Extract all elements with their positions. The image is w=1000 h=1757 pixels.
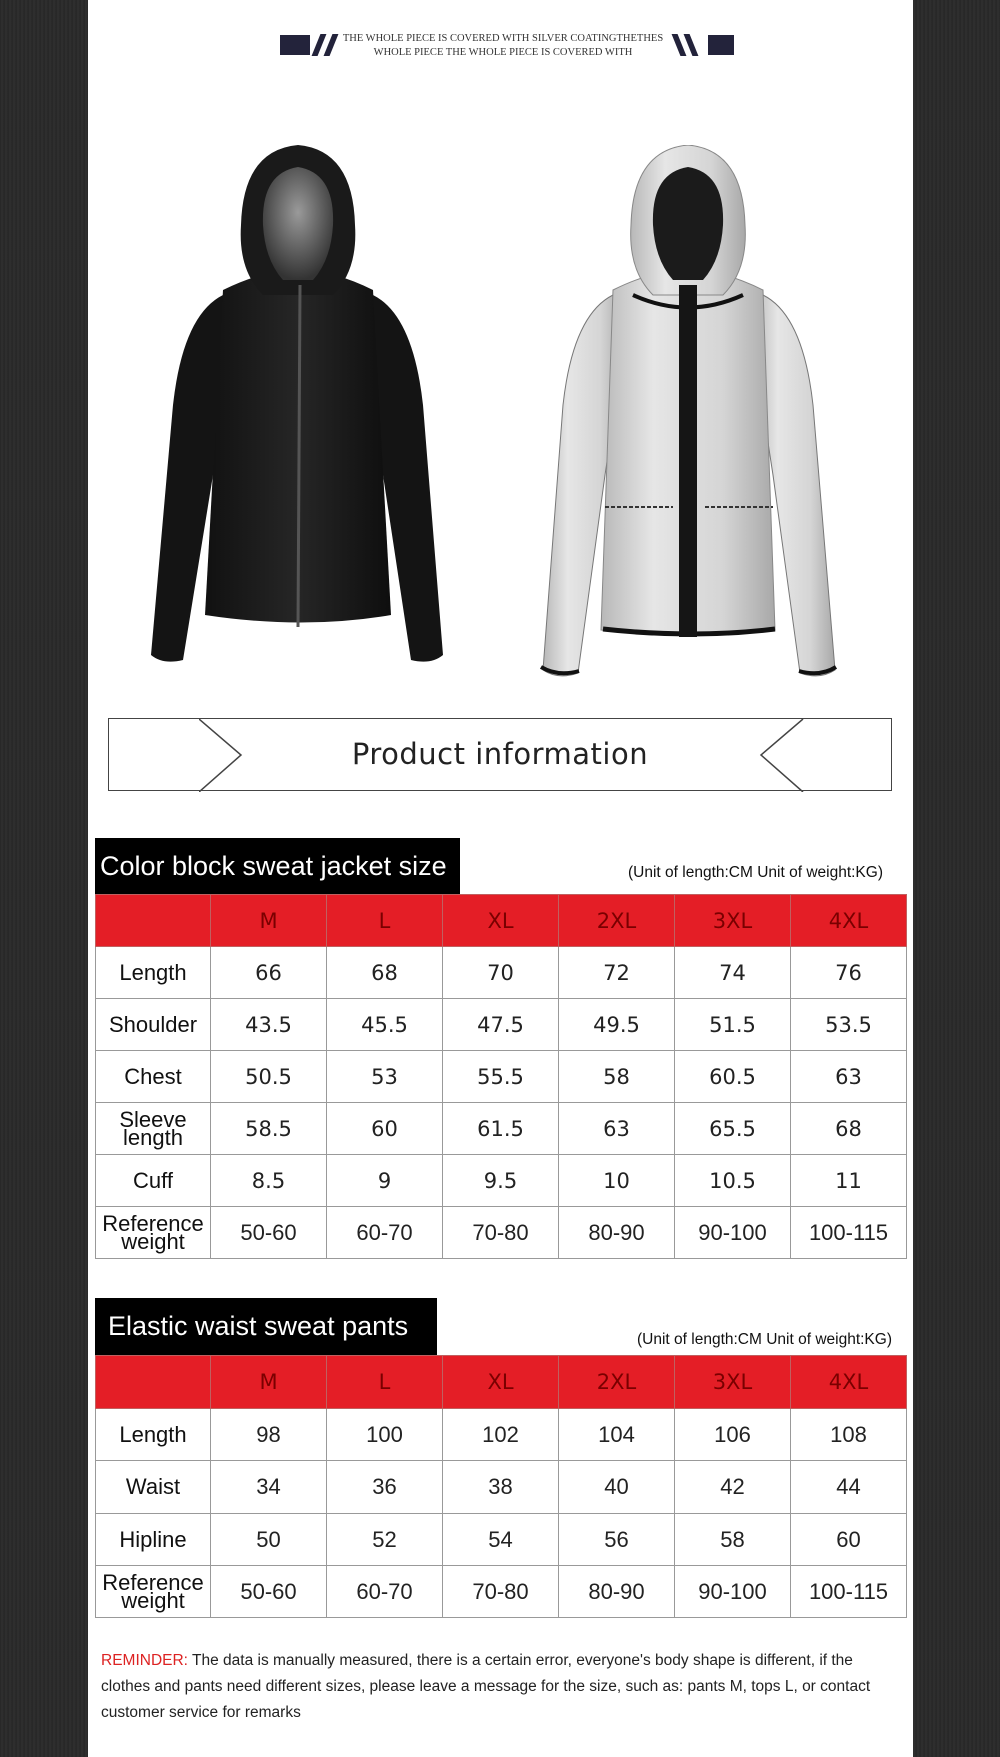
table-cell: 108 xyxy=(791,1409,907,1461)
jacket-table-title: Color block sweat jacket size xyxy=(95,838,460,895)
table-cell: 58 xyxy=(675,1514,791,1566)
table-cell: 60.5 xyxy=(675,1051,791,1103)
table-cell: 11 xyxy=(791,1155,907,1207)
table-cell: 68 xyxy=(791,1103,907,1155)
table-row xyxy=(96,947,907,999)
table-cell: 66 xyxy=(211,947,327,999)
reminder-note xyxy=(101,1648,901,1726)
table-cell: 36 xyxy=(327,1461,443,1514)
banner-stripe-right xyxy=(708,35,734,55)
table-cell: 52 xyxy=(327,1514,443,1566)
table-cell: 60 xyxy=(327,1103,443,1155)
jacket-size-table xyxy=(95,894,907,1259)
size-header-row xyxy=(96,1356,907,1409)
table-row xyxy=(96,1103,907,1155)
table-cell: 10 xyxy=(559,1155,675,1207)
table-cell: 65.5 xyxy=(675,1103,791,1155)
table-cell: 54 xyxy=(443,1514,559,1566)
size-header-cell: 4XL xyxy=(791,1356,907,1409)
table-cell: 100 xyxy=(327,1409,443,1461)
product-detail-page xyxy=(88,0,913,1757)
table-cell: 80-90 xyxy=(559,1566,675,1618)
table-cell: 40 xyxy=(559,1461,675,1514)
table-cell: 34 xyxy=(211,1461,327,1514)
section-title: Product information xyxy=(351,737,649,771)
table-cell: 98 xyxy=(211,1409,327,1461)
table-row xyxy=(96,1409,907,1461)
size-header-row xyxy=(96,895,907,947)
table-cell: 100-115 xyxy=(791,1566,907,1618)
product-photos xyxy=(88,130,913,690)
row-label: Sleeve length xyxy=(96,1103,211,1155)
pants-table-title: Elastic waist sweat pants xyxy=(95,1298,437,1355)
table-row xyxy=(96,1514,907,1566)
table-row xyxy=(96,1155,907,1207)
row-label: Hipline xyxy=(96,1514,211,1566)
table-cell: 60 xyxy=(791,1514,907,1566)
size-header-cell: XL xyxy=(443,1356,559,1409)
table-cell: 70-80 xyxy=(443,1566,559,1618)
row-label: Reference weight xyxy=(96,1566,211,1618)
size-header-cell: M xyxy=(211,1356,327,1409)
table-cell: 74 xyxy=(675,947,791,999)
table-cell: 76 xyxy=(791,947,907,999)
header-corner-cell xyxy=(96,895,211,947)
table-cell: 53 xyxy=(327,1051,443,1103)
pants-unit-note: (Unit of length:CM Unit of weight:KG) xyxy=(637,1331,892,1348)
size-header-cell: 3XL xyxy=(675,895,791,947)
table-cell: 90-100 xyxy=(675,1207,791,1259)
table-row xyxy=(96,1207,907,1259)
table-cell: 10.5 xyxy=(675,1155,791,1207)
table-cell: 56 xyxy=(559,1514,675,1566)
top-banner xyxy=(88,26,913,66)
table-cell: 70 xyxy=(443,947,559,999)
table-cell: 50 xyxy=(211,1514,327,1566)
table-cell: 8.5 xyxy=(211,1155,327,1207)
table-cell: 58 xyxy=(559,1051,675,1103)
header-corner-cell xyxy=(96,1356,211,1409)
table-cell: 50-60 xyxy=(211,1566,327,1618)
table-cell: 106 xyxy=(675,1409,791,1461)
size-header-cell: M xyxy=(211,895,327,947)
row-label: Length xyxy=(96,1409,211,1461)
table-cell: 53.5 xyxy=(791,999,907,1051)
jacket-unit-note: (Unit of length:CM Unit of weight:KG) xyxy=(628,864,883,881)
table-cell: 58.5 xyxy=(211,1103,327,1155)
size-header-cell: 2XL xyxy=(559,1356,675,1409)
table-row xyxy=(96,1566,907,1618)
table-cell: 47.5 xyxy=(443,999,559,1051)
table-cell: 68 xyxy=(327,947,443,999)
table-cell: 63 xyxy=(559,1103,675,1155)
size-header-cell: 4XL xyxy=(791,895,907,947)
table-cell: 50.5 xyxy=(211,1051,327,1103)
table-cell: 100-115 xyxy=(791,1207,907,1259)
black-jacket-image xyxy=(143,145,453,690)
row-label: Chest xyxy=(96,1051,211,1103)
size-header-cell: L xyxy=(327,1356,443,1409)
pants-size-table xyxy=(95,1355,907,1618)
banner-slash xyxy=(324,34,339,56)
banner-slash xyxy=(684,34,699,56)
table-cell: 55.5 xyxy=(443,1051,559,1103)
table-cell: 38 xyxy=(443,1461,559,1514)
table-cell: 43.5 xyxy=(211,999,327,1051)
reminder-label: REMINDER: xyxy=(101,1652,188,1669)
row-label: Shoulder xyxy=(96,999,211,1051)
row-label: Reference weight xyxy=(96,1207,211,1259)
table-cell: 61.5 xyxy=(443,1103,559,1155)
table-cell: 51.5 xyxy=(675,999,791,1051)
table-cell: 63 xyxy=(791,1051,907,1103)
arrow-left-icon xyxy=(759,719,804,792)
table-cell: 90-100 xyxy=(675,1566,791,1618)
size-header-cell: L xyxy=(327,895,443,947)
product-information-header xyxy=(108,718,892,791)
banner-stripe-left xyxy=(280,35,310,55)
table-cell: 72 xyxy=(559,947,675,999)
table-cell: 49.5 xyxy=(559,999,675,1051)
table-row xyxy=(96,1051,907,1103)
table-cell: 44 xyxy=(791,1461,907,1514)
size-header-cell: XL xyxy=(443,895,559,947)
row-label: Cuff xyxy=(96,1155,211,1207)
table-cell: 9 xyxy=(327,1155,443,1207)
row-label: Waist xyxy=(96,1461,211,1514)
silver-jacket-image xyxy=(533,145,843,690)
table-row xyxy=(96,999,907,1051)
size-header-cell: 3XL xyxy=(675,1356,791,1409)
size-header-cell: 2XL xyxy=(559,895,675,947)
table-cell: 50-60 xyxy=(211,1207,327,1259)
table-cell: 60-70 xyxy=(327,1566,443,1618)
table-cell: 102 xyxy=(443,1409,559,1461)
table-cell: 9.5 xyxy=(443,1155,559,1207)
table-cell: 45.5 xyxy=(327,999,443,1051)
table-cell: 104 xyxy=(559,1409,675,1461)
table-cell: 42 xyxy=(675,1461,791,1514)
table-cell: 60-70 xyxy=(327,1207,443,1259)
table-row xyxy=(96,1461,907,1514)
table-cell: 80-90 xyxy=(559,1207,675,1259)
table-cell: 70-80 xyxy=(443,1207,559,1259)
banner-text: THE WHOLE PIECE IS COVERED WITH SILVER COATINGTHETHES WHOLE PIECE THE WHOLE PIECE IS COVERED WITH xyxy=(342,33,664,58)
row-label: Length xyxy=(96,947,211,999)
reminder-text: The data is manually measured, there is a certain error, everyone's body shape is different, if the clothes and pants need different sizes, please leave a message for the size, such as: pants M, tops L, or contact customer service for remarks xyxy=(101,1652,871,1721)
